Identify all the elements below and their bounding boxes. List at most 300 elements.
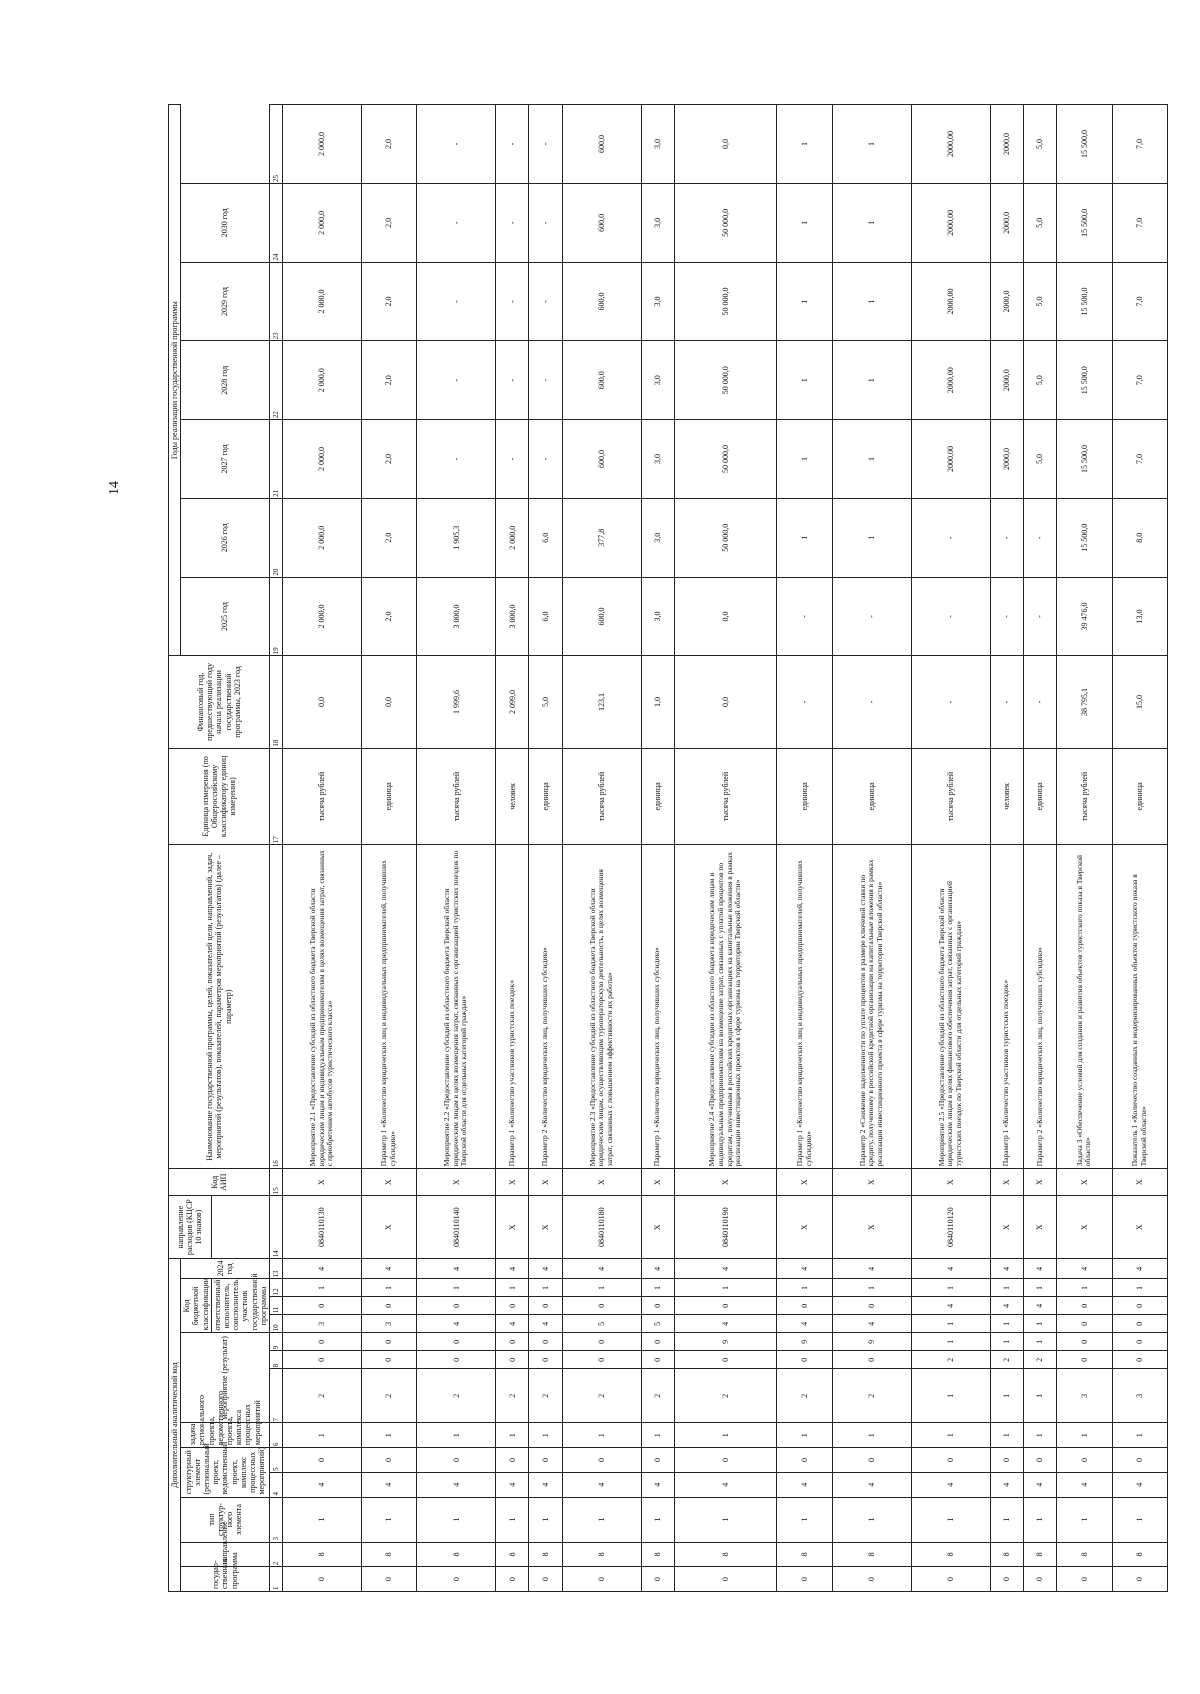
column-number-cell: 7 xyxy=(269,1369,282,1423)
code-cell: 0 xyxy=(1112,1351,1167,1369)
code-cell: 1 xyxy=(1112,1497,1167,1542)
code-cell: 1 xyxy=(777,1497,832,1542)
code-cell: 0 xyxy=(1023,1567,1056,1592)
code-cell: 0 xyxy=(911,1448,990,1473)
year-value-cell: 15 500,0 xyxy=(1057,105,1112,184)
code-cell: 4 xyxy=(496,1472,529,1497)
unit-cell: тысяча рублей xyxy=(674,748,777,845)
code-cell: 0 xyxy=(529,1448,562,1473)
column-number-cell: 9 xyxy=(269,1333,282,1351)
year-value-cell: 3,0 xyxy=(641,577,674,656)
code-cell: 3 xyxy=(1057,1369,1112,1423)
code-cell: 1 xyxy=(990,1315,1023,1333)
year-value-cell: 15 500,0 xyxy=(1057,262,1112,341)
code-cell: 0 xyxy=(417,1448,496,1473)
code-cell: 0 xyxy=(832,1297,911,1315)
year-value-cell: 3,0 xyxy=(641,262,674,341)
year-value-cell: 3,0 xyxy=(641,341,674,420)
code-cell: 4 xyxy=(1057,1259,1112,1279)
column-number-cell: 1 xyxy=(269,1567,282,1592)
code-cell: 1 xyxy=(674,1497,777,1542)
year-value-cell: 3,0 xyxy=(641,420,674,499)
table-row xyxy=(282,105,361,1592)
table-row xyxy=(1057,105,1112,1592)
aip-cell: Х xyxy=(674,1169,777,1196)
unit-cell: тысяча рублей xyxy=(282,748,361,845)
year-value-cell: 2,0 xyxy=(361,420,416,499)
base-year-cell: 38 795,1 xyxy=(1057,656,1112,748)
year-header-2030: 2030 год xyxy=(181,183,270,262)
year-value-cell: - xyxy=(496,183,529,262)
table-row xyxy=(529,105,562,1592)
analytic-code-header: Дополнительный аналитический код xyxy=(169,1259,181,1592)
code-cell: 4 xyxy=(777,1472,832,1497)
code-cell: 4 xyxy=(832,1259,911,1279)
code-cell: 8 xyxy=(832,1542,911,1567)
name-cell: Параметр 2 «Снижение задолженности по уплате процентов в размере ключевой ставки по кредиту, полученному в российской кредитной организации на капитальные вложения в рамках реализации инвестиционного проекта в сфере туризма на территории Тверской области» xyxy=(832,845,911,1169)
code-cell: 0 xyxy=(777,1351,832,1369)
name-header: Наименование государственной программы, целей, показателей цели, направлений, задач, мероприятий (результатов), показателей, параметров мероприятий (результатов) (далее – параметр) xyxy=(169,845,270,1169)
base-year-cell: 1,0 xyxy=(641,656,674,748)
column-numbers-row xyxy=(269,105,282,1592)
aip-cell: Х xyxy=(361,1169,416,1196)
code-cell: 4 xyxy=(1023,1297,1056,1315)
year-value-cell: 2,0 xyxy=(361,341,416,420)
column-number-cell: 11 xyxy=(269,1297,282,1315)
unit-cell: единица xyxy=(777,748,832,845)
code-cell: 2 xyxy=(562,1369,641,1423)
code-cell: 0 xyxy=(417,1333,496,1351)
unit-cell: единица xyxy=(641,748,674,845)
year-value-cell: - xyxy=(529,183,562,262)
base-year-cell: 0,0 xyxy=(361,656,416,748)
code-cell: 4 xyxy=(417,1472,496,1497)
code-cell: 1 xyxy=(641,1279,674,1297)
year-value-cell: - xyxy=(417,183,496,262)
code-cell: 4 xyxy=(1023,1472,1056,1497)
year-value-cell: - xyxy=(496,341,529,420)
column-number-cell: 18 xyxy=(269,656,282,748)
name-cell: Параметр 2 «Количество юридических лиц, получивших субсидию» xyxy=(1023,845,1056,1169)
code-cell: 9 xyxy=(777,1333,832,1351)
kcsr-cell: Х xyxy=(529,1196,562,1259)
name-cell: Параметр 1 «Количество участников туристских поездок» xyxy=(990,845,1023,1169)
base-year-cell: 15,0 xyxy=(1112,656,1167,748)
code-cell: 1 xyxy=(1057,1279,1112,1297)
column-number-cell: 22 xyxy=(269,341,282,420)
year-value-cell: 1 xyxy=(777,183,832,262)
code-cell: 0 xyxy=(562,1333,641,1351)
year-value-cell: - xyxy=(1023,577,1056,656)
aip-cell: Х xyxy=(496,1169,529,1196)
code-cell: 4 xyxy=(674,1315,777,1333)
code-cell: 0 xyxy=(641,1351,674,1369)
year-value-cell: - xyxy=(417,341,496,420)
name-cell: Параметр 1 «Количество юридических лиц и индивидуальных предпринимателей, получивших субсидию» xyxy=(777,845,832,1169)
year-value-cell: 50 000,0 xyxy=(674,262,777,341)
code-cell: 1 xyxy=(1112,1279,1167,1297)
name-cell: Параметр 1 «Количество участников туристских поездок» xyxy=(496,845,529,1169)
year-value-cell: 8,0 xyxy=(1112,498,1167,577)
table-row xyxy=(417,105,496,1592)
code-cell: 0 xyxy=(496,1297,529,1315)
code-cell: 0 xyxy=(282,1448,361,1473)
code-cell: 4 xyxy=(641,1259,674,1279)
code-cell: 0 xyxy=(417,1567,496,1592)
task-header: задача регионального проекта, ведомственного проекта, комплекса процессных мероприятий xyxy=(181,1423,270,1448)
year-value-cell: 5,0 xyxy=(1023,420,1056,499)
code-cell: 1 xyxy=(911,1369,990,1423)
year-value-cell: 2,0 xyxy=(361,105,416,184)
code-cell: 1 xyxy=(641,1497,674,1542)
year-value-cell: 2 000,0 xyxy=(282,183,361,262)
unit-cell: тысяча рублей xyxy=(1057,748,1112,845)
column-number-cell: 3 xyxy=(269,1497,282,1542)
unit-cell: единица xyxy=(361,748,416,845)
code-cell: 1 xyxy=(529,1423,562,1448)
code-cell: 0 xyxy=(1112,1315,1167,1333)
table-row xyxy=(777,105,832,1592)
year-value-cell: - xyxy=(496,262,529,341)
name-cell: Параметр 2 «Количество юридических лиц, получивших субсидию» xyxy=(529,845,562,1169)
code-cell: 8 xyxy=(529,1542,562,1567)
code-cell: 4 xyxy=(641,1472,674,1497)
aip-cell: Х xyxy=(417,1169,496,1196)
column-number-cell: 8 xyxy=(269,1351,282,1369)
code-cell: 8 xyxy=(777,1542,832,1567)
code-cell: 0 xyxy=(777,1448,832,1473)
table-body xyxy=(282,105,1167,1592)
year-value-cell: - xyxy=(496,420,529,499)
year-value-cell: 3 000,0 xyxy=(496,577,529,656)
code-cell: 1 xyxy=(417,1423,496,1448)
year-value-cell: - xyxy=(417,105,496,184)
year-value-cell: 1 xyxy=(832,262,911,341)
year-value-cell: 3,0 xyxy=(641,183,674,262)
unit-cell: человек xyxy=(496,748,529,845)
unit-header: Единица измерения (по Общероссийскому классификатору единиц измерения) xyxy=(169,748,270,845)
year-value-cell: 0,0 xyxy=(674,105,777,184)
year-value-cell: 1 xyxy=(777,105,832,184)
code-cell: 1 xyxy=(990,1333,1023,1351)
code-cell: 0 xyxy=(832,1351,911,1369)
code-cell: 4 xyxy=(1112,1472,1167,1497)
code-cell: 1 xyxy=(361,1497,416,1542)
column-number-cell: 13 xyxy=(269,1259,282,1279)
code-cell: 0 xyxy=(282,1351,361,1369)
year-value-cell: 1 905,3 xyxy=(417,498,496,577)
year-value-cell: 600,0 xyxy=(562,183,641,262)
year-value-cell: 600,0 xyxy=(562,420,641,499)
year-value-cell: 2 000,0 xyxy=(282,105,361,184)
code-cell: 8 xyxy=(990,1542,1023,1567)
unit-cell: человек xyxy=(990,748,1023,845)
code-cell: 1 xyxy=(777,1279,832,1297)
year-value-cell: 7,0 xyxy=(1112,341,1167,420)
name-cell: Показатель 1 «Количество созданных и модернизированных объектов туристского показа в Тверской области» xyxy=(1112,845,1167,1169)
kcsr-cell: 0840110120 xyxy=(911,1196,990,1259)
name-cell: Параметр 1 «Количество юридических лиц, получивших субсидию» xyxy=(641,845,674,1169)
column-number-cell: 6 xyxy=(269,1423,282,1448)
year-value-cell: 2000,00 xyxy=(911,105,990,184)
year-value-cell: 2 000,0 xyxy=(282,262,361,341)
year-header-2026: 2026 год xyxy=(181,498,270,577)
year-value-cell: 5,0 xyxy=(1023,183,1056,262)
kcsr-cell: 0840110180 xyxy=(562,1196,641,1259)
year-value-cell: 2000,0 xyxy=(990,262,1023,341)
year-value-cell: 1 xyxy=(832,183,911,262)
executor-header: ответственный исполнитель, соисполнитель, участник государственной программы xyxy=(211,1279,269,1333)
struct-element-header: структурный элемент (региональный проект, ведомственный проект, комплекс процессных мероприятий) xyxy=(181,1448,270,1497)
code-cell: 1 xyxy=(990,1497,1023,1542)
code-cell: 0 xyxy=(1057,1351,1112,1369)
year-value-cell: - xyxy=(417,262,496,341)
code-cell: 4 xyxy=(417,1315,496,1333)
code-cell: 0 xyxy=(361,1567,416,1592)
direction-header: направление xyxy=(181,1542,270,1567)
code-cell: 8 xyxy=(562,1542,641,1567)
column-number-cell: 5 xyxy=(269,1448,282,1473)
aip-code-header: Код АИП xyxy=(169,1169,270,1196)
code-cell: 0 xyxy=(562,1448,641,1473)
year-value-cell: 0,0 xyxy=(674,577,777,656)
year-value-cell: 7,0 xyxy=(1112,105,1167,184)
aip-cell: Х xyxy=(282,1169,361,1196)
code-cell: 1 xyxy=(1112,1423,1167,1448)
year-value-cell: 15 500,0 xyxy=(1057,341,1112,420)
year-value-cell: 50 000,0 xyxy=(674,498,777,577)
code-cell: 0 xyxy=(282,1297,361,1315)
code-cell: 4 xyxy=(562,1472,641,1497)
table-row xyxy=(1112,105,1167,1592)
year-value-cell: - xyxy=(777,577,832,656)
code-cell: 0 xyxy=(641,1333,674,1351)
code-cell: 2 xyxy=(674,1369,777,1423)
year-value-cell: 1 xyxy=(777,341,832,420)
code-cell: 1 xyxy=(641,1423,674,1448)
year-value-cell: 2 000,0 xyxy=(282,577,361,656)
code-cell: 0 xyxy=(1112,1333,1167,1351)
code-cell: 1 xyxy=(417,1497,496,1542)
kcsr-cell: 0840110140 xyxy=(417,1196,496,1259)
year-value-cell: 2 000,0 xyxy=(282,498,361,577)
code-cell: 1 xyxy=(496,1497,529,1542)
code-cell: 0 xyxy=(562,1351,641,1369)
code-cell: 9 xyxy=(674,1333,777,1351)
base-year-cell: - xyxy=(990,656,1023,748)
table-header xyxy=(169,105,283,1592)
code-cell: 2 xyxy=(641,1369,674,1423)
code-cell: 0 xyxy=(1057,1448,1112,1473)
code-cell: 0 xyxy=(674,1567,777,1592)
year-value-cell: 50 000,0 xyxy=(674,420,777,499)
year-value-cell: - xyxy=(529,420,562,499)
code-cell: 8 xyxy=(1057,1542,1112,1567)
base-year-cell: 0,0 xyxy=(282,656,361,748)
code-cell: 2 xyxy=(1023,1351,1056,1369)
year-value-cell: 15 500,0 xyxy=(1057,183,1112,262)
year-value-cell: - xyxy=(911,498,990,577)
code-cell: 3 xyxy=(1112,1369,1167,1423)
code-cell: 2 xyxy=(496,1369,529,1423)
year-value-cell: 377,8 xyxy=(562,498,641,577)
aip-cell: Х xyxy=(1112,1169,1167,1196)
column-number-cell: 16 xyxy=(269,845,282,1169)
year-value-cell: 2000,0 xyxy=(990,183,1023,262)
year-header-2024: 2024 год xyxy=(181,1259,270,1279)
table-row xyxy=(496,105,529,1592)
code-cell: 2 xyxy=(911,1351,990,1369)
code-cell: 4 xyxy=(832,1315,911,1333)
code-cell: 2 xyxy=(282,1369,361,1423)
code-cell: 1 xyxy=(1057,1497,1112,1542)
code-cell: 8 xyxy=(1112,1542,1167,1567)
code-cell: 0 xyxy=(361,1351,416,1369)
code-cell: 0 xyxy=(777,1567,832,1592)
base-year-cell: - xyxy=(777,656,832,748)
unit-cell: единица xyxy=(832,748,911,845)
code-cell: 0 xyxy=(1057,1315,1112,1333)
code-cell: 0 xyxy=(562,1297,641,1315)
column-number-cell: 14 xyxy=(269,1196,282,1259)
code-cell: 4 xyxy=(832,1472,911,1497)
code-cell: 0 xyxy=(496,1333,529,1351)
table-row xyxy=(1023,105,1056,1592)
year-value-cell: 2,0 xyxy=(361,183,416,262)
kcsr-cell: Х xyxy=(496,1196,529,1259)
code-cell: 9 xyxy=(832,1333,911,1351)
code-cell: 1 xyxy=(990,1369,1023,1423)
gp-header: государ-ственная программа xyxy=(181,1567,270,1592)
code-cell: 5 xyxy=(562,1315,641,1333)
code-cell: 1 xyxy=(990,1279,1023,1297)
code-cell: 0 xyxy=(1057,1297,1112,1315)
code-cell: 4 xyxy=(282,1472,361,1497)
base-year-cell: - xyxy=(1023,656,1056,748)
code-cell: 4 xyxy=(529,1472,562,1497)
code-cell: 1 xyxy=(282,1497,361,1542)
code-cell: 1 xyxy=(1023,1423,1056,1448)
table-row xyxy=(361,105,416,1592)
code-cell: 0 xyxy=(496,1448,529,1473)
code-cell: 0 xyxy=(361,1297,416,1315)
year-value-cell: 1 xyxy=(777,262,832,341)
code-cell: 4 xyxy=(417,1259,496,1279)
code-cell: 4 xyxy=(674,1472,777,1497)
code-cell: 1 xyxy=(777,1423,832,1448)
code-cell: 1 xyxy=(562,1279,641,1297)
column-number-cell: 23 xyxy=(269,262,282,341)
code-cell: 8 xyxy=(417,1542,496,1567)
code-cell: 1 xyxy=(1023,1369,1056,1423)
column-number-cell: 12 xyxy=(269,1279,282,1297)
code-cell: 1 xyxy=(1057,1423,1112,1448)
year-value-cell: 2 000,0 xyxy=(282,420,361,499)
code-cell: 2 xyxy=(361,1369,416,1423)
year-value-cell: 15 500,0 xyxy=(1057,420,1112,499)
code-cell: 4 xyxy=(911,1472,990,1497)
table-row xyxy=(911,105,990,1592)
code-cell: 0 xyxy=(361,1333,416,1351)
code-cell: 4 xyxy=(1112,1259,1167,1279)
code-cell: 1 xyxy=(1023,1279,1056,1297)
code-cell: 0 xyxy=(529,1351,562,1369)
year-value-cell: - xyxy=(911,577,990,656)
code-cell: 1 xyxy=(674,1423,777,1448)
code-cell: 0 xyxy=(674,1351,777,1369)
code-cell: 1 xyxy=(832,1279,911,1297)
code-cell: 1 xyxy=(282,1279,361,1297)
unit-cell: единица xyxy=(529,748,562,845)
year-value-cell: 13,0 xyxy=(1112,577,1167,656)
code-cell: 4 xyxy=(496,1315,529,1333)
kcsr-cell: Х xyxy=(777,1196,832,1259)
code-cell: 1 xyxy=(1023,1315,1056,1333)
year-value-cell: - xyxy=(529,262,562,341)
aip-cell: Х xyxy=(1023,1169,1056,1196)
fin-year-header: Финансовый год, предшествующий году начала реализации государственной программы, 2023 год xyxy=(169,656,270,748)
code-cell: 0 xyxy=(1112,1448,1167,1473)
code-cell: 2 xyxy=(990,1351,1023,1369)
code-cell: 0 xyxy=(1112,1567,1167,1592)
code-cell: 1 xyxy=(911,1315,990,1333)
code-cell: 0 xyxy=(361,1448,416,1473)
year-value-cell: - xyxy=(1023,498,1056,577)
code-cell: 0 xyxy=(832,1448,911,1473)
year-value-cell: - xyxy=(417,420,496,499)
code-cell: 1 xyxy=(562,1423,641,1448)
code-cell: 8 xyxy=(641,1542,674,1567)
code-cell: 0 xyxy=(496,1351,529,1369)
code-cell: 2 xyxy=(417,1369,496,1423)
column-number-cell: 10 xyxy=(269,1315,282,1333)
kcsr-cell: Х xyxy=(361,1196,416,1259)
code-cell: 3 xyxy=(361,1315,416,1333)
column-number-cell: 15 xyxy=(269,1169,282,1196)
year-value-cell: 2000,00 xyxy=(911,262,990,341)
year-value-cell: 2000,0 xyxy=(990,341,1023,420)
year-value-cell: 5,0 xyxy=(1023,341,1056,420)
code-cell: 1 xyxy=(990,1423,1023,1448)
year-value-cell: 6,0 xyxy=(529,498,562,577)
code-cell: 8 xyxy=(496,1542,529,1567)
code-cell: 1 xyxy=(529,1497,562,1542)
code-cell: 1 xyxy=(674,1279,777,1297)
kcsr-cell: Х xyxy=(1023,1196,1056,1259)
code-cell: 8 xyxy=(361,1542,416,1567)
code-cell: 0 xyxy=(282,1567,361,1592)
kcsr-cell: 0840110130 xyxy=(282,1196,361,1259)
year-value-cell: 5,0 xyxy=(1023,262,1056,341)
code-cell: 5 xyxy=(641,1315,674,1333)
code-cell: 1 xyxy=(911,1423,990,1448)
page-number: 14 xyxy=(107,481,122,495)
code-cell: 2 xyxy=(832,1369,911,1423)
code-cell: 0 xyxy=(832,1567,911,1592)
expense-direction-subheader xyxy=(211,1196,269,1259)
unit-cell: тысяча рублей xyxy=(562,748,641,845)
code-cell: 0 xyxy=(529,1333,562,1351)
kcsr-cell: 0840110190 xyxy=(674,1196,777,1259)
unit-cell: единица xyxy=(1112,748,1167,845)
aip-cell: Х xyxy=(777,1169,832,1196)
name-cell: Мероприятие 2.4 «Предоставление субсидии из областного бюджета юридическим лицам и индивидуальным предпринимателям на возмещение затрат, связанных с уплатой процентов по кредитам, полученным в российских кредитных организациях на капитальные вложения в рамках реализации инвестиционных проектов в сфере туризма на территории Тверской области» xyxy=(674,845,777,1169)
table-row xyxy=(562,105,641,1592)
code-cell: 8 xyxy=(911,1542,990,1567)
unit-cell: тысяча рублей xyxy=(911,748,990,845)
code-cell: 0 xyxy=(641,1448,674,1473)
column-number-cell: 4 xyxy=(269,1472,282,1497)
